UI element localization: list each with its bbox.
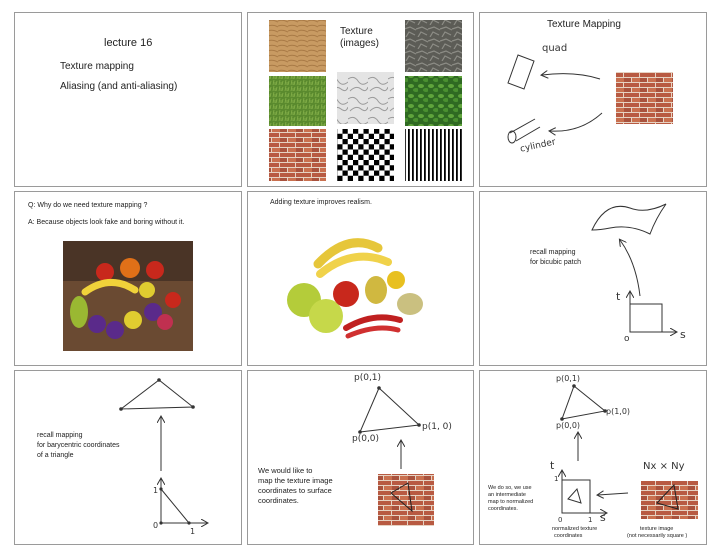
goal-line4: coordinates. xyxy=(258,496,299,505)
stripes-texture xyxy=(405,129,462,181)
origin-label: o xyxy=(624,334,630,344)
texture-image xyxy=(641,481,698,519)
slide-barycentric xyxy=(14,370,242,545)
goal-line2: map the texture image xyxy=(258,476,333,485)
answer-text: A: Because objects look fake and boring without it. xyxy=(28,219,185,226)
slide-bicubic xyxy=(479,191,707,366)
rock-texture xyxy=(405,20,462,72)
surface-triangle xyxy=(562,386,605,419)
brick-image xyxy=(616,72,673,124)
goal-line3: coordinates to surface xyxy=(258,486,332,495)
marble-texture xyxy=(337,72,394,124)
slide-surface-mapping xyxy=(247,370,474,545)
bicubic-sketch xyxy=(480,192,707,366)
normalized-sketch xyxy=(480,371,707,545)
sand-texture xyxy=(269,20,326,72)
slide-texture-images xyxy=(247,12,474,187)
grass-texture xyxy=(269,76,326,126)
goal-line1: We would like to xyxy=(258,466,313,475)
checkerboard-texture xyxy=(337,129,394,181)
mapping-sketch xyxy=(480,13,707,187)
note-line4: coordinates. xyxy=(488,506,518,512)
topic-aliasing: Aliasing (and anti-aliasing) xyxy=(60,81,178,92)
patch-surface xyxy=(592,204,666,234)
t-axis-label: t xyxy=(550,459,555,472)
texture-heading-line2: (images) xyxy=(340,38,379,49)
barycentric-line3: of a triangle xyxy=(37,452,74,459)
label-p10: p(1, 0) xyxy=(422,422,452,432)
origin-zero: 0 xyxy=(153,521,159,530)
surface-sketch xyxy=(248,371,474,545)
label-p00: p(0,0) xyxy=(556,421,581,430)
image-caption-line1: texture image xyxy=(640,526,674,532)
label-p01: p(0,1) xyxy=(354,373,382,383)
normal-cross-product: Nx × Ny xyxy=(643,461,685,472)
label-p00: p(0,0) xyxy=(352,434,380,444)
quad-shape xyxy=(508,55,534,89)
s-axis-label: s xyxy=(680,328,686,341)
arrow-to-patch xyxy=(620,240,640,296)
x-tick-one: 1 xyxy=(190,527,196,536)
texture-image xyxy=(378,474,434,526)
origin-zero: 0 xyxy=(558,516,563,524)
arrow-to-quad xyxy=(542,74,600,79)
lecture-title: lecture 16 xyxy=(104,37,153,49)
barycentric-line2: for barycentric coordinates xyxy=(37,442,120,449)
x-tick-one: 1 xyxy=(588,516,593,524)
textured-fruit xyxy=(248,192,474,366)
y-tick-one: 1 xyxy=(153,486,159,495)
slide-title xyxy=(14,12,242,187)
fruit-render xyxy=(15,192,242,366)
cylinder-end xyxy=(508,131,516,143)
triangle-shape xyxy=(121,380,193,409)
recall-line1: recall mapping xyxy=(530,249,576,256)
question-text: Q: Why do we need texture mapping ? xyxy=(28,202,148,209)
note-line1: We do so, we use xyxy=(488,485,532,491)
normalized-caption-line2: coordinates xyxy=(554,533,583,539)
note-line2: an intermediate xyxy=(488,492,526,498)
t-axis-label: t xyxy=(616,290,621,303)
topic-texture-mapping: Texture mapping xyxy=(60,61,134,72)
note-line3: map to normalized xyxy=(488,499,534,505)
cylinder-label: cylinder xyxy=(519,137,557,155)
label-p10: p(1,0) xyxy=(606,407,631,416)
brick-texture xyxy=(269,129,326,181)
surface-triangle xyxy=(360,388,419,432)
barycentric-line1: recall mapping xyxy=(37,432,83,439)
slide-realism xyxy=(247,191,474,366)
s-axis-label: s xyxy=(600,511,606,524)
recall-line2: for bicubic patch xyxy=(530,259,581,266)
y-tick-one: 1 xyxy=(554,475,559,483)
unit-square xyxy=(630,304,662,332)
normalized-caption-line1: normalized texture xyxy=(552,526,598,532)
label-p01: p(0,1) xyxy=(556,374,581,383)
slide-texture-mapping xyxy=(479,12,707,187)
slide-normalized xyxy=(479,370,707,545)
texture-heading-line1: Texture xyxy=(340,26,373,37)
image-caption-line2: (not necessarily square ) xyxy=(627,533,688,539)
realism-caption: Adding texture improves realism. xyxy=(270,199,372,206)
cylinder-shape xyxy=(510,119,540,141)
slide-why-texture xyxy=(14,191,242,366)
normalized-square xyxy=(562,480,590,513)
arrow-to-cylinder xyxy=(550,113,602,131)
slide-heading: Texture Mapping xyxy=(547,19,621,30)
quad-label: quad xyxy=(542,43,568,54)
leaves-texture xyxy=(405,76,462,126)
